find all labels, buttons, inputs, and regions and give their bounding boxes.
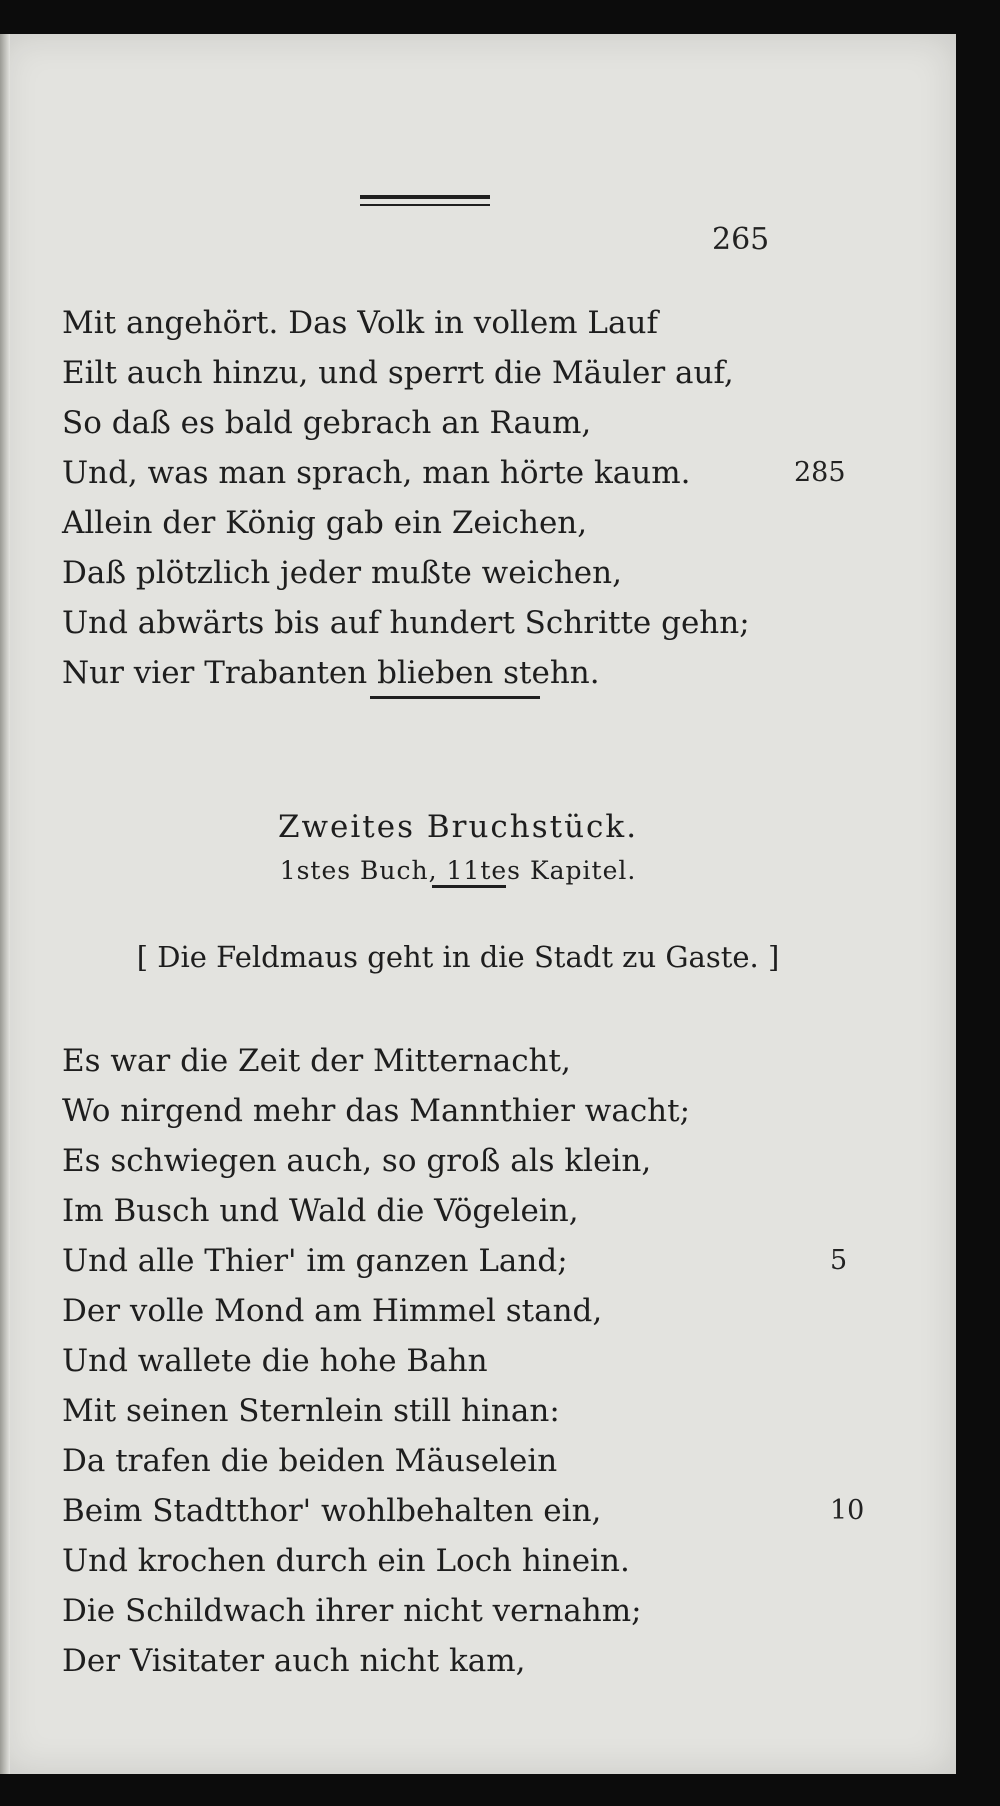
line-text: Es schwiegen auch, so groß als klein, [62, 1143, 652, 1179]
poem-line [62, 1236, 848, 1286]
line-text: Im Busch und Wald die Vögelein, [62, 1193, 579, 1229]
header-rule-thin [360, 204, 490, 206]
line-text: Der Visitater auch nicht kam, [62, 1643, 526, 1679]
line-text: Beim Stadtthor' wohlbehalten ein, [62, 1493, 602, 1529]
line-text: Und krochen durch ein Loch hinein. [62, 1543, 630, 1579]
poem-line [62, 1536, 690, 1586]
section-title: Zweites Bruchstück. [277, 809, 639, 845]
poem-line [62, 1036, 690, 1086]
poem-line [62, 398, 750, 448]
line-text: Mit seinen Sternlein still hinan: [62, 1393, 560, 1429]
page-number: 265 [712, 222, 770, 257]
poem-line [62, 1136, 690, 1186]
line-number: 10 [830, 1495, 865, 1526]
poem-line [62, 1636, 690, 1686]
line-text: Und abwärts bis auf hundert Schritte gehn; [62, 605, 750, 641]
section-note: [ Die Feldmaus geht in die Stadt zu Gaste. ] [136, 940, 780, 974]
line-text: Und alle Thier' im ganzen Land; [62, 1243, 568, 1279]
poem-line [62, 448, 846, 498]
poem-line [62, 1586, 690, 1636]
line-text: Es war die Zeit der Mitternacht, [62, 1043, 571, 1079]
poem-line [62, 1286, 690, 1336]
poem-line [62, 1336, 690, 1386]
line-text: Allein der König gab ein Zeichen, [62, 505, 588, 541]
line-text: Eilt auch hinzu, und sperrt die Mäuler auf, [62, 355, 734, 391]
header-rule [360, 195, 490, 199]
book-page [0, 34, 956, 1774]
poem-line [62, 598, 750, 648]
line-text: Nur vier Trabanten blieben stehn. [62, 655, 600, 691]
poem-line [62, 1486, 865, 1536]
poem-top [62, 298, 846, 698]
page-spine-shadow [0, 34, 10, 1774]
poem-line [62, 1086, 690, 1136]
line-text: Der volle Mond am Himmel stand, [62, 1293, 603, 1329]
line-text: Mit angehört. Das Volk in vollem Lauf [62, 305, 658, 341]
line-number: 5 [830, 1245, 848, 1276]
poem-line [62, 648, 750, 698]
section-subtitle: 1stes Buch, 11tes Kapitel. [279, 856, 637, 885]
poem-line [62, 548, 750, 598]
poem-line [62, 1386, 690, 1436]
line-number: 285 [794, 457, 846, 488]
poem-line [62, 1186, 690, 1236]
poem-line [62, 348, 750, 398]
poem-line [62, 1436, 690, 1486]
section-divider [370, 696, 540, 699]
poem-line [62, 498, 750, 548]
line-text: Die Schildwach ihrer nicht vernahm; [62, 1593, 642, 1629]
line-text: Und wallete die hohe Bahn [62, 1343, 488, 1379]
line-text: Daß plötzlich jeder mußte weichen, [62, 555, 622, 591]
line-text: So daß es bald gebrach an Raum, [62, 405, 592, 441]
line-text: Da trafen die beiden Mäuselein [62, 1443, 558, 1479]
poem-line [62, 298, 750, 348]
line-text: Und, was man sprach, man hörte kaum. [62, 455, 691, 491]
subtitle-rule [432, 885, 506, 888]
poem-bottom [62, 1036, 865, 1686]
line-text: Wo nirgend mehr das Mannthier wacht; [62, 1093, 691, 1129]
